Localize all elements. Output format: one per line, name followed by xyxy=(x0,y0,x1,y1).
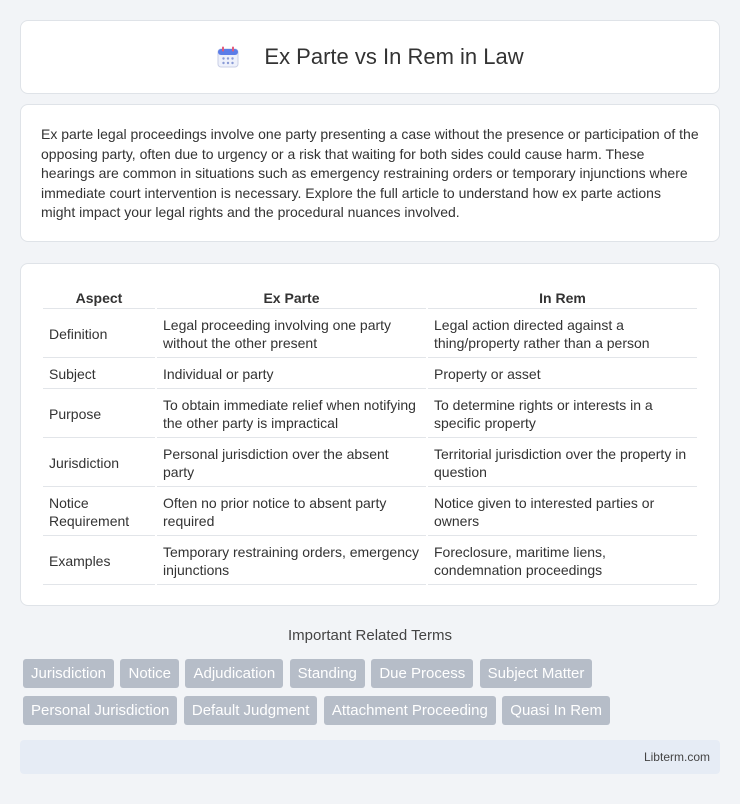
cell-aspect: Subject xyxy=(43,360,155,389)
table-row xyxy=(43,489,697,536)
related-terms-list xyxy=(23,659,723,733)
cell-in-rem: Property or asset xyxy=(428,360,697,389)
table-header-row xyxy=(43,286,697,309)
term-tag-subject-matter[interactable]: Subject Matter xyxy=(480,659,593,688)
cell-aspect: Purpose xyxy=(43,391,155,438)
cell-aspect: Notice Requirement xyxy=(43,489,155,536)
cell-in-rem: Notice given to interested parties or owners xyxy=(428,489,697,536)
term-tag-standing[interactable]: Standing xyxy=(290,659,365,688)
related-terms-title: Important Related Terms xyxy=(288,627,452,644)
term-tag-due-process[interactable]: Due Process xyxy=(371,659,473,688)
column-header-aspect: Aspect xyxy=(43,286,155,309)
comparison-table xyxy=(41,284,699,587)
table-row xyxy=(43,440,697,487)
footer xyxy=(20,740,720,774)
cell-in-rem: To determine rights or interests in a specific property xyxy=(428,391,697,438)
table-row xyxy=(43,391,697,438)
term-tag-personal-jurisdiction[interactable]: Personal Jurisdiction xyxy=(23,696,177,725)
intro-text: Ex parte legal proceedings involve one party presenting a case without the presence or participation of the opposing party, often due to urgency or a risk that waiting for both sides could cause harm. These hearings are common in situations such as emergency restraining orders or temporary injunctions where immediate court intervention is necessary. Explore the full article to understand how ex parte actions might impact your legal rights and the procedural nuances involved. xyxy=(41,126,699,221)
cell-in-rem: Legal action directed against a thing/property rather than a person xyxy=(428,311,697,358)
intro-card xyxy=(20,104,720,242)
cell-ex-parte: Legal proceeding involving one party without the other present xyxy=(157,311,426,358)
cell-ex-parte: Individual or party xyxy=(157,360,426,389)
cell-ex-parte: Often no prior notice to absent party required xyxy=(157,489,426,536)
term-tag-attachment-proceeding[interactable]: Attachment Proceeding xyxy=(324,696,496,725)
term-tag-jurisdiction[interactable]: Jurisdiction xyxy=(23,659,114,688)
cell-ex-parte: To obtain immediate relief when notifying the other party is impractical xyxy=(157,391,426,438)
comparison-card xyxy=(20,263,720,606)
column-header-ex-parte: Ex Parte xyxy=(157,286,426,309)
cell-aspect: Jurisdiction xyxy=(43,440,155,487)
calendar-icon xyxy=(216,45,240,69)
term-tag-notice[interactable]: Notice xyxy=(120,659,179,688)
column-header-in-rem: In Rem xyxy=(428,286,697,309)
cell-in-rem: Territorial jurisdiction over the property in question xyxy=(428,440,697,487)
footer-site-link[interactable]: Libterm.com xyxy=(643,750,710,764)
table-row xyxy=(43,538,697,585)
term-tag-adjudication[interactable]: Adjudication xyxy=(185,659,283,688)
page-title: Ex Parte vs In Rem in Law xyxy=(264,44,524,69)
cell-in-rem: Foreclosure, maritime liens, condemnation proceedings xyxy=(428,538,697,585)
term-tag-quasi-in-rem[interactable]: Quasi In Rem xyxy=(502,696,610,725)
table-row xyxy=(43,360,697,389)
cell-ex-parte: Temporary restraining orders, emergency injunctions xyxy=(157,538,426,585)
term-tag-default-judgment[interactable]: Default Judgment xyxy=(184,696,318,725)
cell-aspect: Examples xyxy=(43,538,155,585)
title-card xyxy=(20,20,720,94)
cell-ex-parte: Personal jurisdiction over the absent party xyxy=(157,440,426,487)
table-row xyxy=(43,311,697,358)
cell-aspect: Definition xyxy=(43,311,155,358)
